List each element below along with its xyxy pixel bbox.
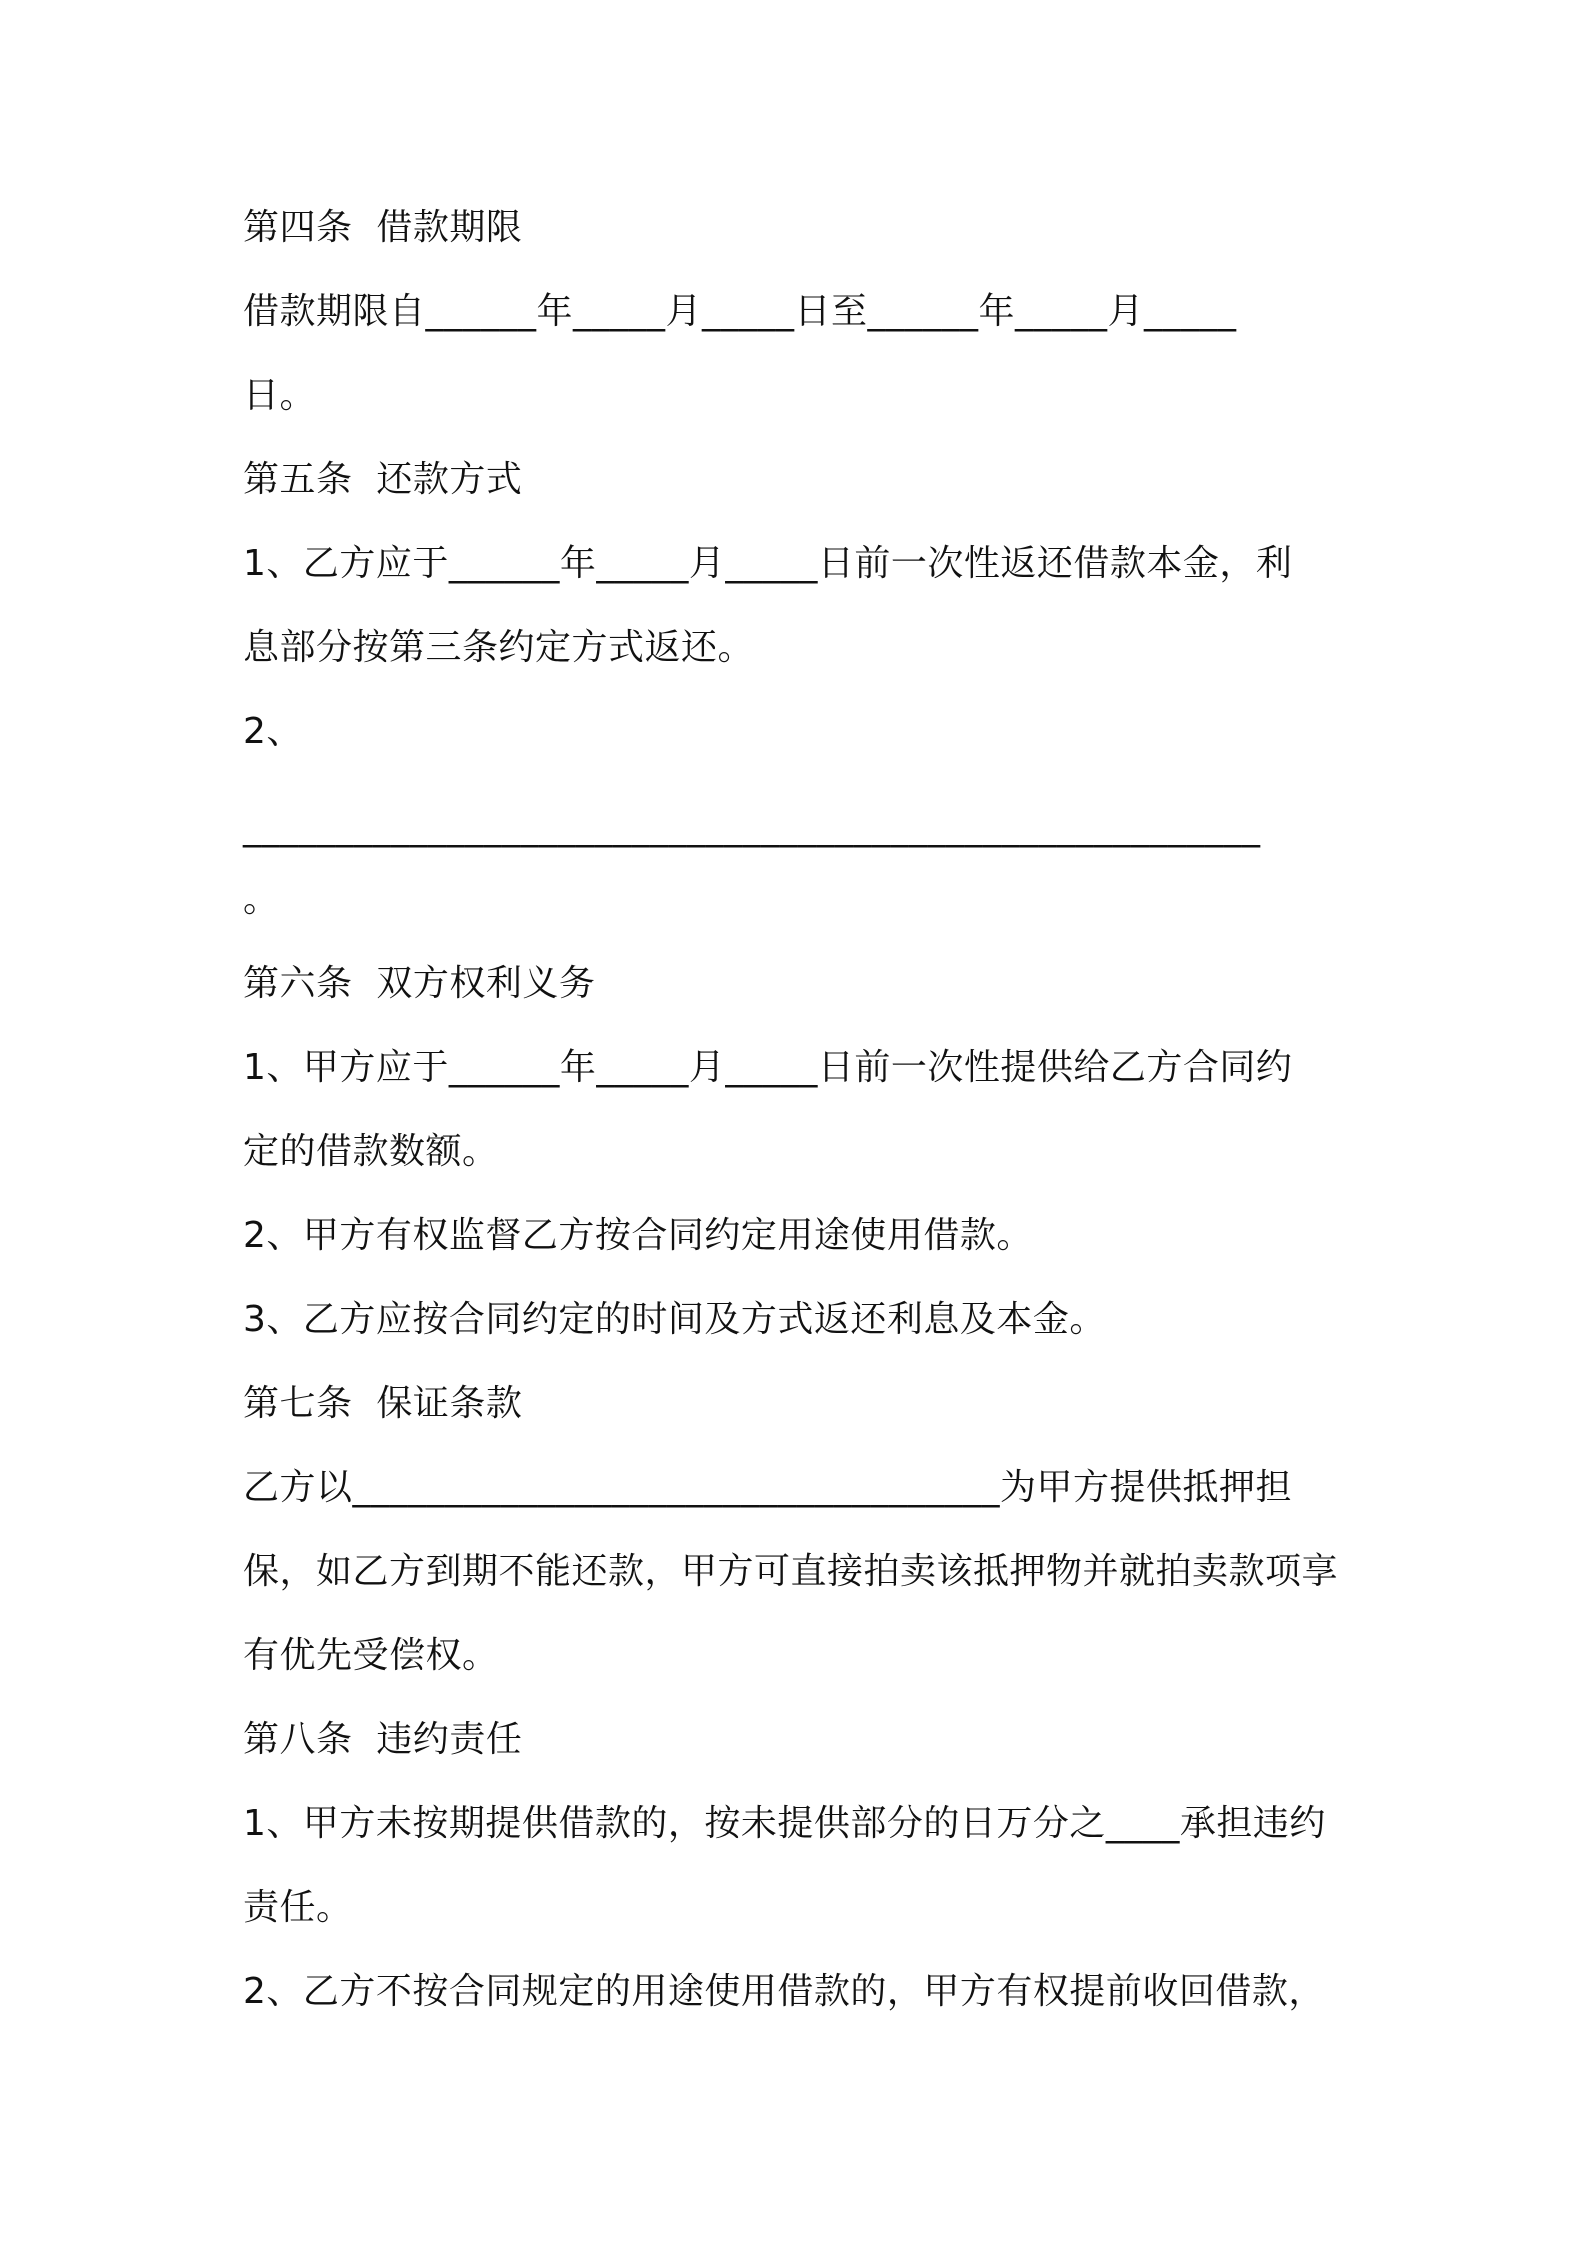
article-7-heading: 第七条 保证条款: [243, 1383, 523, 1424]
article-6-heading: 第六条 双方权利义务: [243, 963, 596, 1004]
article-6-item-2: 2、甲方有权监督乙方按合同约定用途使用借款。: [243, 1215, 1033, 1256]
article-4-text-continued: 日。: [243, 375, 317, 416]
article-4-heading: 第四条 借款期限: [243, 207, 523, 248]
article-5-item-2-blank: _______________________________________________________: [243, 807, 1261, 848]
article-7-text: 乙方以___________________________________为甲方提供抵押担: [243, 1467, 1293, 1508]
article-6-item-3: 3、乙方应按合同约定的时间及方式返还利息及本金。: [243, 1299, 1106, 1340]
article-5-item-1: 1、乙方应于______年_____月_____日前一次性返还借款本金，利: [243, 543, 1293, 584]
article-8-item-1-continued: 责任。: [243, 1887, 353, 1928]
article-5-item-2-end: 。: [243, 879, 280, 920]
article-5-item-2: 2、: [243, 711, 303, 752]
article-6-item-1-continued: 定的借款数额。: [243, 1131, 499, 1172]
article-8-item-1: 1、甲方未按期提供借款的，按未提供部分的日万分之____承担违约: [243, 1803, 1326, 1844]
article-5-item-1-continued: 息部分按第三条约定方式返还。: [243, 627, 755, 668]
article-7-text-end: 有优先受偿权。: [243, 1635, 499, 1676]
article-5-heading: 第五条 还款方式: [243, 459, 523, 500]
article-4-text: 借款期限自______年_____月_____日至______年_____月_____: [243, 291, 1237, 332]
article-8-heading: 第八条 违约责任: [243, 1719, 523, 1760]
article-8-item-2: 2、乙方不按合同规定的用途使用借款的，甲方有权提前收回借款，: [243, 1971, 1325, 2012]
article-7-text-continued: 保，如乙方到期不能还款，甲方可直接拍卖该抵押物并就拍卖款项享: [243, 1551, 1339, 1592]
article-6-item-1: 1、甲方应于______年_____月_____日前一次性提供给乙方合同约: [243, 1047, 1293, 1088]
